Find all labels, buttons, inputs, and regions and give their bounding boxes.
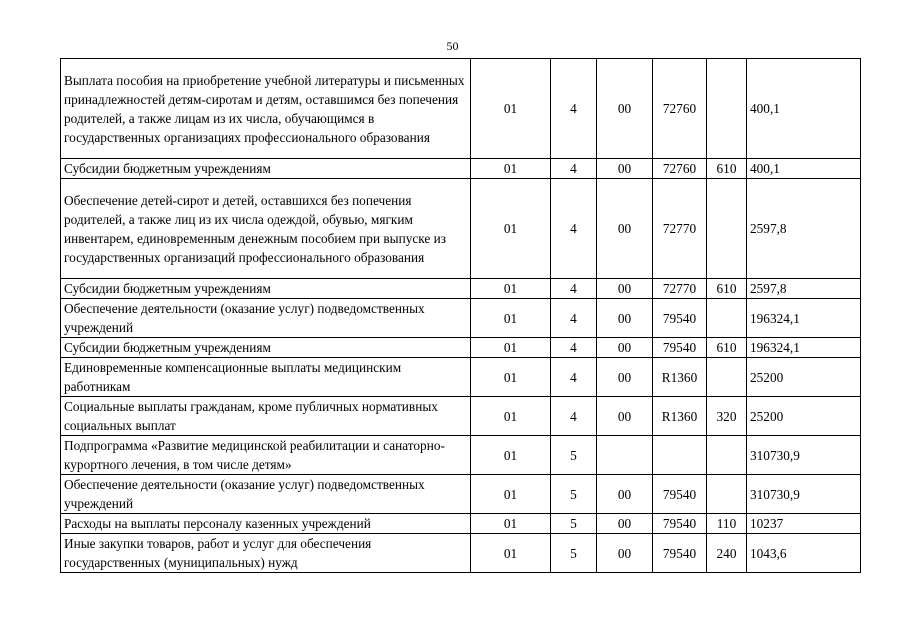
code-section: 01 — [471, 338, 551, 358]
code-subsection: 5 — [551, 475, 597, 514]
code-program: 00 — [597, 534, 653, 573]
code-section: 01 — [471, 159, 551, 179]
code-subsection: 5 — [551, 514, 597, 534]
table-row — [61, 358, 861, 397]
row-description: Подпрограмма «Развитие медицинской реабилитации и санаторно-курортного лечения, в том числе детям» — [61, 436, 471, 475]
row-amount: 25200 — [747, 358, 861, 397]
code-section: 01 — [471, 475, 551, 514]
row-description: Субсидии бюджетным учреждениям — [61, 159, 471, 179]
code-program: 00 — [597, 299, 653, 338]
code-section: 01 — [471, 59, 551, 159]
budget-table-body — [61, 59, 861, 573]
code-section: 01 — [471, 299, 551, 338]
row-amount: 2597,8 — [747, 179, 861, 279]
code-section: 01 — [471, 514, 551, 534]
code-item — [653, 436, 707, 475]
code-expense-type: 240 — [707, 534, 747, 573]
code-subsection: 4 — [551, 358, 597, 397]
code-program: 00 — [597, 397, 653, 436]
code-expense-type — [707, 436, 747, 475]
code-item: 79540 — [653, 338, 707, 358]
row-amount: 2597,8 — [747, 279, 861, 299]
code-subsection: 4 — [551, 179, 597, 279]
code-section: 01 — [471, 436, 551, 475]
code-item: 79540 — [653, 475, 707, 514]
code-item: 79540 — [653, 514, 707, 534]
budget-table — [60, 58, 861, 573]
table-row — [61, 59, 861, 159]
row-description: Субсидии бюджетным учреждениям — [61, 338, 471, 358]
row-amount: 10237 — [747, 514, 861, 534]
code-subsection: 5 — [551, 534, 597, 573]
row-amount: 400,1 — [747, 159, 861, 179]
row-description: Обеспечение деятельности (оказание услуг) подведомственных учреждений — [61, 299, 471, 338]
row-description: Субсидии бюджетным учреждениям — [61, 279, 471, 299]
code-section: 01 — [471, 358, 551, 397]
code-section: 01 — [471, 279, 551, 299]
code-subsection: 4 — [551, 397, 597, 436]
row-amount: 196324,1 — [747, 338, 861, 358]
code-section: 01 — [471, 397, 551, 436]
table-row — [61, 436, 861, 475]
code-item: 72760 — [653, 159, 707, 179]
code-subsection: 4 — [551, 279, 597, 299]
code-section: 01 — [471, 179, 551, 279]
code-expense-type — [707, 358, 747, 397]
table-row — [61, 299, 861, 338]
code-program: 00 — [597, 475, 653, 514]
code-expense-type — [707, 299, 747, 338]
code-program: 00 — [597, 338, 653, 358]
table-row — [61, 475, 861, 514]
code-item: R1360 — [653, 397, 707, 436]
code-subsection: 4 — [551, 338, 597, 358]
code-expense-type — [707, 59, 747, 159]
code-program: 00 — [597, 159, 653, 179]
row-amount: 25200 — [747, 397, 861, 436]
row-amount: 310730,9 — [747, 475, 861, 514]
table-row — [61, 397, 861, 436]
code-subsection: 4 — [551, 159, 597, 179]
row-description: Социальные выплаты гражданам, кроме публичных нормативных социальных выплат — [61, 397, 471, 436]
code-program: 00 — [597, 514, 653, 534]
table-row — [61, 179, 861, 279]
table-row — [61, 159, 861, 179]
code-program: 00 — [597, 59, 653, 159]
code-subsection: 4 — [551, 59, 597, 159]
table-row — [61, 338, 861, 358]
row-description: Обеспечение деятельности (оказание услуг) подведомственных учреждений — [61, 475, 471, 514]
code-expense-type: 320 — [707, 397, 747, 436]
row-description: Расходы на выплаты персоналу казенных учреждений — [61, 514, 471, 534]
row-description: Выплата пособия на приобретение учебной литературы и письменных принадлежностей детям-сиротам и детям, оставшимся без попечения родителей, а также лицам из их числа, обучающимся в государственных организациях профессионального образования — [61, 59, 471, 159]
code-item: 72770 — [653, 179, 707, 279]
code-item: 72760 — [653, 59, 707, 159]
row-description: Единовременные компенсационные выплаты медицинским работникам — [61, 358, 471, 397]
code-item: 79540 — [653, 299, 707, 338]
table-row — [61, 534, 861, 573]
code-program: 00 — [597, 279, 653, 299]
code-expense-type: 110 — [707, 514, 747, 534]
row-amount: 196324,1 — [747, 299, 861, 338]
code-expense-type: 610 — [707, 338, 747, 358]
code-expense-type: 610 — [707, 159, 747, 179]
table-row — [61, 279, 861, 299]
row-description: Обеспечение детей-сирот и детей, оставшихся без попечения родителей, а также лиц из их числа одеждой, обувью, мягким инвентарем, единовременным денежным пособием при выпуске из государственных организаций профессионального образования — [61, 179, 471, 279]
row-amount: 310730,9 — [747, 436, 861, 475]
row-amount: 400,1 — [747, 59, 861, 159]
code-expense-type — [707, 179, 747, 279]
code-item: R1360 — [653, 358, 707, 397]
code-program: 00 — [597, 179, 653, 279]
code-expense-type: 610 — [707, 279, 747, 299]
code-item: 72770 — [653, 279, 707, 299]
code-subsection: 5 — [551, 436, 597, 475]
page-number: 50 — [446, 39, 459, 53]
code-expense-type — [707, 475, 747, 514]
code-subsection: 4 — [551, 299, 597, 338]
code-program — [597, 436, 653, 475]
table-row — [61, 514, 861, 534]
row-amount: 1043,6 — [747, 534, 861, 573]
code-item: 79540 — [653, 534, 707, 573]
code-section: 01 — [471, 534, 551, 573]
row-description: Иные закупки товаров, работ и услуг для обеспечения государственных (муниципальных) нужд — [61, 534, 471, 573]
code-program: 00 — [597, 358, 653, 397]
